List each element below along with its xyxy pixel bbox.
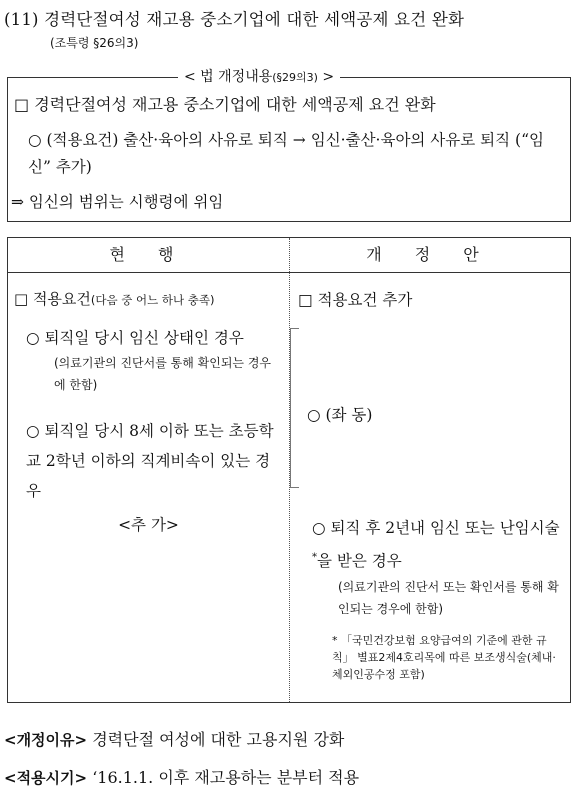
section-subtitle: (조특령 §26의3) — [50, 36, 139, 50]
comparison-table — [7, 237, 571, 703]
current-item-1-note: (의료기관의 진단서를 통해 확인되는 경우에 한함) — [54, 356, 272, 392]
law-box-line-1: □ 경력단절여성 재고용 중소기업에 대한 세액공제 요건 완화 — [14, 95, 436, 114]
current-added-placeholder: <추 가> — [118, 516, 179, 534]
application-period-label: <적용시기> — [4, 769, 88, 787]
amendment-reason-label: <개정이유> — [4, 731, 88, 749]
proposed-same-as-left: ○ (좌 동) — [307, 406, 373, 424]
law-amendment-box — [7, 69, 571, 222]
current-requirement-note: (다음 중 어느 하나 충족) — [90, 293, 215, 307]
proposed-new-item-main: ○ 퇴직 후 2년내 임신 또는 난임시술 — [312, 519, 560, 537]
application-period-text: ‘16.1.1. 이후 재고용하는 분부터 적용 — [87, 768, 360, 787]
law-box-label-end: > — [317, 69, 335, 85]
section-title: (11) 경력단절여성 재고용 중소기업에 대한 세액공제 요건 완화 — [4, 10, 465, 29]
amendment-reason — [4, 727, 344, 750]
current-item-2: ○ 퇴직일 당시 8세 이하 또는 초등학교 2학년 이하의 직계비속이 있는 경우 — [26, 422, 274, 500]
proposed-new-item-star: * — [312, 552, 317, 563]
law-box-line-2: ○ (적용요건) 출산·육아의 사유로 퇴직 → 임신·출산·육아의 사유로 퇴직 (“임신” 추가) — [28, 131, 544, 176]
law-box-label-ref: (§29의3) — [272, 71, 318, 84]
law-box-line-3: ⇒ 임신의 범위는 시행령에 위임 — [11, 193, 224, 211]
law-box-label — [178, 68, 340, 87]
header-current: 현 행 — [109, 245, 188, 264]
proposed-footnote: * 「국민건강보험 요양급여의 기준에 관한 규칙」 별표2제4호리목에 따른 보조생식술(체내·체외인공수정 포함) — [332, 634, 556, 681]
current-requirement — [14, 288, 214, 309]
proposed-new-item-tail: 을 받은 경우 — [317, 552, 402, 571]
proposed-new-item — [312, 513, 564, 576]
current-requirement-label: □ 적용요건 — [14, 290, 91, 308]
current-item-1: ○ 퇴직일 당시 임신 상태인 경우 — [26, 329, 244, 347]
header-proposed: 개 정 안 — [366, 245, 493, 264]
proposed-requirement: □ 적용요건 추가 — [298, 291, 413, 309]
same-as-left-bracket — [290, 328, 299, 488]
law-box-label-main: < 법 개정내용 — [184, 69, 273, 85]
amendment-reason-text: 경력단절 여성에 대한 고용지원 강화 — [87, 730, 345, 749]
proposed-new-item-note: (의료기관의 진단서 또는 확인서를 통해 확인되는 경우에 한함) — [338, 580, 559, 616]
application-period — [4, 765, 359, 788]
